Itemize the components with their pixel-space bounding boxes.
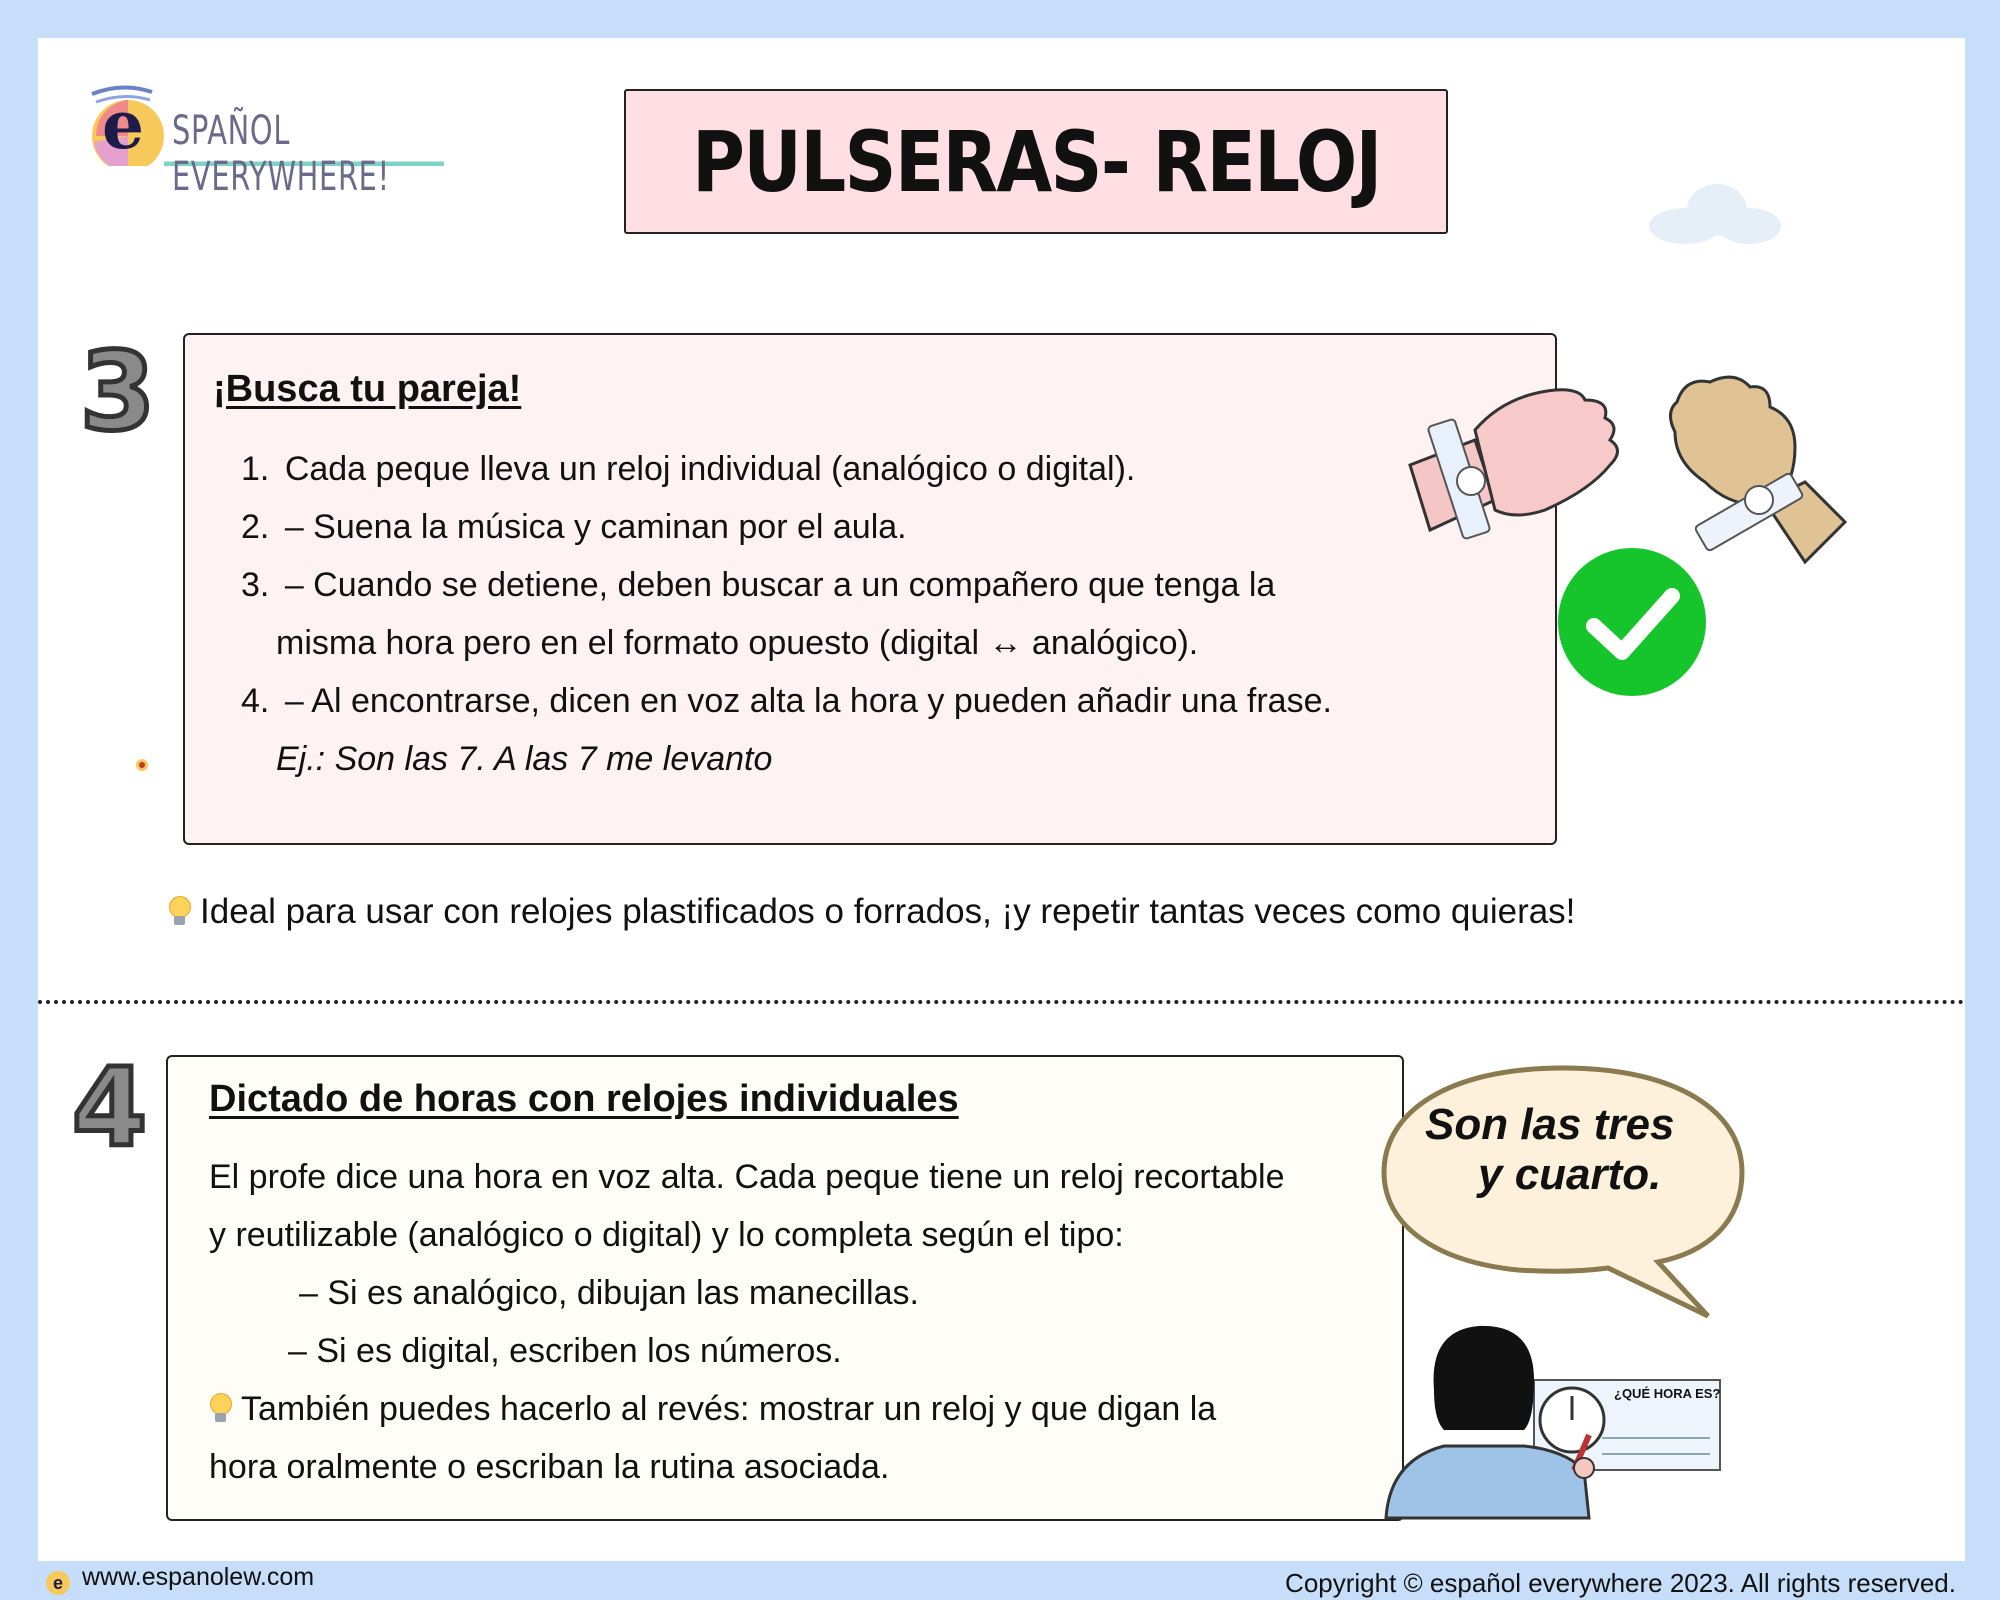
section4-tip-line-1	[209, 1390, 1216, 1429]
list-item-number: 2.	[241, 508, 270, 546]
list-item-3	[241, 566, 1275, 605]
brand-logo[interactable]	[52, 46, 452, 200]
logo-letter: e	[102, 86, 144, 164]
title-banner	[624, 89, 1448, 234]
footer-copyright: Copyright © español everywhere 2023. All rights reserved.	[1285, 1568, 1956, 1598]
lightbulb-icon	[168, 896, 190, 926]
child-with-clock-illustration	[1384, 1320, 1724, 1520]
step-number-3	[80, 330, 155, 455]
section4-tip-text: También puedes hacerlo al revés: mostrar un reloj y que digan la	[241, 1390, 1217, 1428]
section3-tip	[168, 892, 1575, 932]
section4-bullet-digital: – Si es digital, escriben los números.	[288, 1332, 842, 1370]
list-item-4	[241, 682, 1332, 721]
section4-line-1: El profe dice una hora en voz alta. Cada peque tiene un reloj recortable	[209, 1158, 1285, 1196]
hand-with-digital-bracelet-illustration	[1655, 372, 1855, 572]
section3-tip-text: Ideal para usar con relojes plastificados o forrados, ¡y repetir tantas veces como quieras!	[200, 892, 1576, 931]
cloud-icon	[1645, 182, 1785, 246]
clock-card-label: ¿QUÉ HORA ES?	[1614, 1386, 1721, 1401]
section4-tip-line-2: hora oralmente o escriban la rutina asociada.	[209, 1448, 890, 1486]
section4-heading: Dictado de horas con relojes individuales	[209, 1078, 959, 1120]
footer-website[interactable]	[46, 1563, 314, 1595]
check-icon	[1556, 546, 1708, 698]
list-item-2	[241, 508, 907, 547]
list-item-number: 1.	[241, 450, 270, 488]
step-number-4-label: 4	[72, 1046, 148, 1171]
section4-bullet-analog: – Si es analógico, dibujan las manecillas.	[299, 1274, 919, 1312]
list-item-number: 3.	[241, 566, 270, 604]
step-number-3-label: 3	[80, 330, 156, 455]
list-item-3-continued	[276, 624, 1198, 663]
mini-logo-icon	[135, 758, 149, 772]
list-item-text: Cada peque lleva un reloj individual (analógico o digital).	[284, 450, 1136, 488]
website-link[interactable]: www.espanolew.com	[82, 1563, 315, 1591]
lightbulb-icon	[209, 1393, 231, 1423]
section3-heading: ¡Busca tu pareja!	[213, 368, 522, 410]
list-item-text: – Al encontrarse, dicen en voz alta la hora y pueden añadir una frase.	[284, 682, 1332, 720]
page-title: PULSERAS- RELOJ	[691, 112, 1381, 211]
list-item-text: – Cuando se detiene, deben buscar a un compañero que tenga la	[284, 566, 1276, 604]
e-logo-icon: e	[46, 1571, 70, 1595]
list-item-text: – Suena la música y caminan por el aula.	[284, 508, 907, 546]
list-item-text: misma hora pero en el formato opuesto (digital ↔ analógico).	[276, 624, 1199, 662]
list-item-1	[241, 450, 1135, 489]
section-divider	[38, 1000, 1965, 1004]
bubble-text-line-1: Son las tres	[1425, 1100, 1675, 1149]
bubble-text-line-2: y cuarto.	[1478, 1150, 1662, 1199]
step-number-4	[72, 1046, 147, 1171]
list-item-number: 4.	[241, 682, 270, 720]
example-phrase: Ej.: Son las 7. A las 7 me levanto	[276, 740, 773, 778]
hand-with-analog-bracelet-illustration	[1405, 370, 1645, 550]
logo-text: SPAÑOL EVERYWHERE!	[172, 108, 390, 200]
section4-line-2: y reutilizable (analógico o digital) y lo completa según el tipo:	[209, 1216, 1124, 1254]
